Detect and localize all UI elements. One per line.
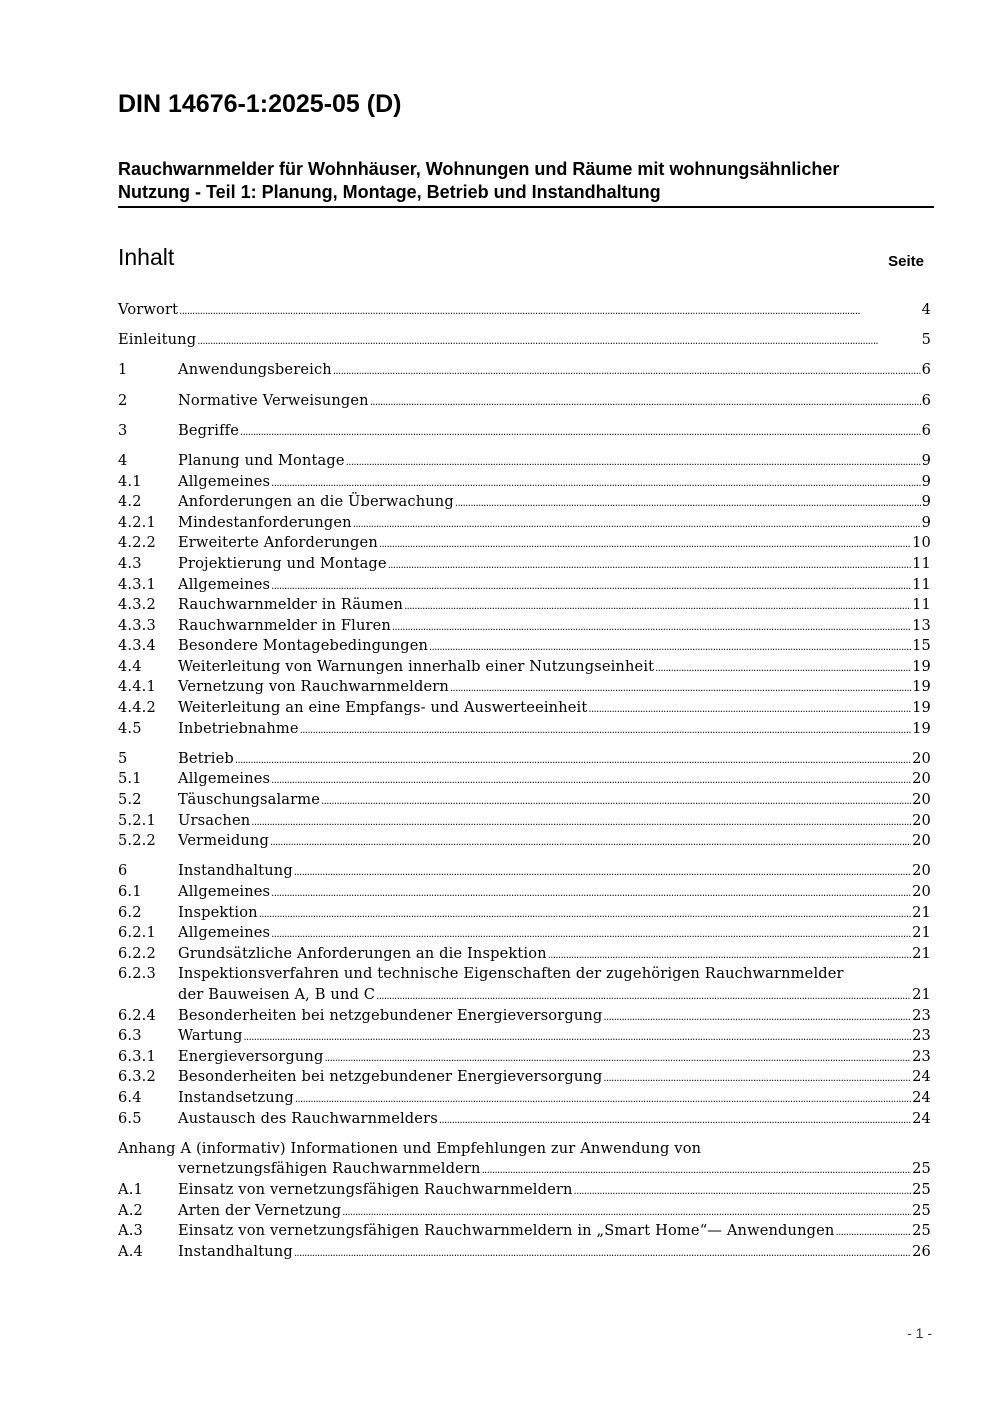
toc-entry-page: 19 bbox=[912, 657, 931, 675]
toc-entry-number: 6.4 bbox=[118, 1088, 142, 1106]
toc-entry-line bbox=[178, 790, 931, 811]
toc-leader-dots bbox=[392, 616, 911, 637]
toc-entry-line bbox=[178, 616, 931, 637]
toc-entry-line bbox=[178, 575, 931, 596]
toc-entry-line bbox=[178, 391, 931, 412]
toc-entry-title-continuation: vernetzungsfähigen Rauchwarnmeldern bbox=[178, 1160, 481, 1178]
toc-leader-dots bbox=[271, 882, 911, 903]
toc-entry-title: Allgemeines bbox=[178, 883, 271, 900]
toc-entry-page: 6 bbox=[921, 421, 931, 439]
toc-entry-title: Grundsätzliche Anforderungen an die Inspektion bbox=[178, 944, 547, 962]
toc-entry[interactable] bbox=[118, 472, 931, 493]
toc-entry[interactable] bbox=[118, 391, 931, 412]
toc-leader-dots bbox=[240, 421, 921, 442]
toc-entry[interactable] bbox=[118, 1221, 931, 1242]
toc-leader-dots bbox=[455, 492, 921, 513]
toc-entry-number: 6.2 bbox=[118, 903, 142, 921]
toc-entry-title: Anwendungsbereich bbox=[178, 361, 332, 379]
toc-entry-line bbox=[178, 451, 931, 472]
toc-entry-page: 25 bbox=[912, 1201, 931, 1219]
toc-entry-page: 23 bbox=[912, 1047, 931, 1065]
toc-entry-number: 5 bbox=[118, 749, 128, 767]
toc-entry-title: Energieversorgung bbox=[178, 1047, 324, 1065]
toc-entry-title: Einsatz von vernetzungsfähigen Rauchwarnmeldern in „Smart Home“— Anwendungen bbox=[178, 1222, 835, 1240]
table-of-contents bbox=[118, 300, 931, 1262]
toc-entry-title: Vermeidung bbox=[178, 832, 269, 850]
toc-entry-page: 26 bbox=[912, 1242, 931, 1260]
toc-entry[interactable] bbox=[118, 421, 931, 442]
toc-entry-page: 4 bbox=[921, 301, 931, 318]
toc-entry[interactable] bbox=[118, 1088, 931, 1109]
toc-leader-dots bbox=[353, 513, 921, 534]
toc-leader-dots bbox=[388, 554, 911, 575]
toc-entry-line bbox=[178, 698, 931, 719]
toc-entry-line bbox=[178, 677, 931, 698]
toc-entry[interactable] bbox=[118, 636, 931, 657]
toc-leader-dots bbox=[482, 1159, 912, 1180]
toc-entry[interactable] bbox=[118, 1242, 931, 1263]
toc-entry[interactable] bbox=[118, 513, 931, 534]
toc-entry-line bbox=[118, 300, 931, 321]
toc-entry[interactable] bbox=[118, 811, 931, 832]
toc-entry[interactable] bbox=[118, 861, 931, 882]
toc-entry-page: 24 bbox=[912, 1088, 931, 1106]
toc-leader-dots bbox=[271, 923, 911, 944]
toc-entry-line bbox=[178, 923, 931, 944]
toc-entry-line bbox=[178, 861, 931, 882]
toc-entry-number: 4.1 bbox=[118, 472, 142, 490]
toc-entry-page: 20 bbox=[912, 749, 931, 767]
toc-entry-title: Begriffe bbox=[178, 421, 239, 439]
toc-leader-dots bbox=[548, 944, 911, 965]
toc-entry-number: 4.4.1 bbox=[118, 678, 156, 696]
toc-entry-number: 6.3.1 bbox=[118, 1047, 156, 1065]
toc-entry-title: Einsatz von vernetzungsfähigen Rauchwarnmeldern bbox=[178, 1180, 573, 1198]
toc-leader-dots bbox=[270, 831, 911, 852]
toc-entry-line bbox=[178, 533, 931, 554]
toc-entry-line bbox=[178, 513, 931, 534]
toc-entry-title: Besonderheiten bei netzgebundener Energieversorgung bbox=[178, 1068, 603, 1086]
toc-entry-line bbox=[178, 1088, 931, 1109]
document-id: DIN 14676-1:2025-05 (D) bbox=[118, 90, 402, 118]
toc-entry-title: Rauchwarnmelder in Räumen bbox=[178, 596, 404, 614]
toc-entry-title: Instandhaltung bbox=[178, 862, 293, 880]
toc-entry-number: 5.1 bbox=[118, 770, 142, 788]
toc-leader-dots bbox=[295, 1088, 911, 1109]
toc-entry[interactable] bbox=[118, 616, 931, 637]
toc-entry-title: Normative Verweisungen bbox=[178, 391, 369, 409]
toc-leader-dots bbox=[404, 595, 911, 616]
toc-entry-title: Planung und Montage bbox=[178, 451, 345, 469]
toc-entry-number: 3 bbox=[118, 421, 128, 439]
toc-entry-title: Besonderheiten bei netzgebundener Energieversorgung bbox=[178, 1006, 603, 1024]
toc-entry-number: A.4 bbox=[118, 1242, 143, 1260]
document-title-line-2: Nutzung - Teil 1: Planung, Montage, Betrieb und Instandhaltung bbox=[118, 182, 661, 202]
toc-entry-page: 20 bbox=[912, 811, 931, 829]
toc-leader-dots bbox=[376, 985, 911, 1006]
toc-entry-page: 11 bbox=[912, 596, 931, 614]
toc-entry-page: 21 bbox=[912, 944, 931, 962]
toc-entry-line bbox=[178, 1221, 931, 1242]
toc-entry-number: 1 bbox=[118, 361, 128, 379]
toc-entry[interactable] bbox=[118, 533, 931, 554]
toc-leader-dots bbox=[603, 1067, 911, 1088]
toc-entry-line bbox=[178, 1026, 931, 1047]
toc-entry-page: 21 bbox=[912, 924, 931, 942]
toc-page-label: Seite bbox=[888, 253, 924, 270]
toc-leader-dots bbox=[324, 1047, 911, 1068]
toc-entry-page: 25 bbox=[912, 1180, 931, 1198]
toc-leader-dots bbox=[370, 391, 921, 412]
toc-entry-title: Vernetzung von Rauchwarnmeldern bbox=[178, 678, 449, 696]
toc-entry-line bbox=[178, 944, 931, 965]
toc-entry-page: 6 bbox=[921, 391, 931, 409]
toc-entry[interactable] bbox=[118, 554, 931, 575]
toc-entry-number: 5.2.1 bbox=[118, 811, 156, 829]
toc-entry[interactable] bbox=[118, 790, 931, 811]
toc-leader-dots bbox=[379, 533, 911, 554]
toc-entry-line bbox=[178, 903, 931, 924]
toc-entry[interactable] bbox=[118, 698, 931, 719]
toc-entry-title: Instandhaltung bbox=[178, 1242, 293, 1260]
toc-leader-dots bbox=[835, 1221, 911, 1242]
document-title-line-1: Rauchwarnmelder für Wohnhäuser, Wohnungen und Räume mit wohnungsähnlicher bbox=[118, 159, 840, 179]
toc-entry-page: 6 bbox=[921, 361, 931, 379]
toc-entry-page: 24 bbox=[912, 1109, 931, 1127]
page-number: - 1 - bbox=[907, 1325, 932, 1341]
toc-entry-line bbox=[178, 1006, 931, 1027]
toc-leader-dots bbox=[235, 749, 911, 770]
toc-leader-dots bbox=[271, 472, 920, 493]
toc-entry[interactable] bbox=[118, 923, 931, 944]
toc-entry[interactable] bbox=[118, 595, 931, 616]
toc-entry[interactable] bbox=[118, 1006, 931, 1027]
toc-entry-line bbox=[178, 1109, 931, 1130]
toc-entry-page: 9 bbox=[921, 472, 931, 490]
toc-entry-line bbox=[178, 1047, 931, 1068]
toc-entry-line bbox=[178, 1159, 931, 1180]
toc-entry-number: 4.4.2 bbox=[118, 699, 156, 717]
toc-entry-line bbox=[178, 882, 931, 903]
toc-entry-line bbox=[178, 421, 931, 442]
toc-entry-title: Vorwort bbox=[118, 301, 179, 318]
toc-entry[interactable] bbox=[118, 1201, 931, 1222]
toc-entry-page: 23 bbox=[912, 1027, 931, 1045]
toc-entry[interactable] bbox=[118, 360, 931, 381]
toc-entry-line bbox=[178, 636, 931, 657]
toc-entry-page: 15 bbox=[912, 637, 931, 655]
toc-leader-dots bbox=[300, 719, 911, 740]
toc-entry-title: Allgemeines bbox=[178, 924, 271, 942]
toc-entry-page: 20 bbox=[912, 791, 931, 809]
toc-entry-title: Projektierung und Montage bbox=[178, 554, 387, 572]
toc-entry-line bbox=[178, 360, 931, 381]
toc-leader-dots bbox=[333, 360, 921, 381]
toc-entry[interactable] bbox=[118, 330, 931, 351]
toc-entry-page: 24 bbox=[912, 1068, 931, 1086]
toc-entry-title: Allgemeines bbox=[178, 472, 271, 490]
toc-entry-number: 4.3.3 bbox=[118, 616, 156, 634]
toc-entry-number: 4.5 bbox=[118, 719, 142, 737]
toc-entry-number: 6 bbox=[118, 862, 128, 880]
toc-leader-dots bbox=[243, 1026, 911, 1047]
toc-leader-dots bbox=[197, 330, 920, 351]
toc-entry[interactable] bbox=[118, 1026, 931, 1047]
toc-entry-number: 4.3.4 bbox=[118, 637, 156, 655]
toc-entry-line bbox=[178, 811, 931, 832]
toc-entry-line bbox=[178, 595, 931, 616]
toc-leader-dots bbox=[588, 698, 911, 719]
toc-leader-dots bbox=[342, 1201, 911, 1222]
toc-heading: Inhalt bbox=[118, 244, 175, 270]
toc-leader-dots bbox=[271, 769, 911, 790]
toc-entry-title: Betrieb bbox=[178, 749, 234, 767]
toc-entry-number: 4.2.2 bbox=[118, 534, 156, 552]
toc-entry-title: Weiterleitung von Warnungen innerhalb einer Nutzungseinheit bbox=[178, 657, 655, 675]
toc-entry-page: 21 bbox=[912, 985, 931, 1003]
toc-entry-number: 4.2 bbox=[118, 493, 142, 511]
toc-leader-dots bbox=[271, 575, 911, 596]
toc-entry[interactable] bbox=[118, 575, 931, 596]
toc-entry[interactable] bbox=[118, 964, 931, 985]
toc-entry-title: Erweiterte Anforderungen bbox=[178, 534, 378, 552]
toc-entry-line bbox=[178, 985, 931, 1006]
toc-entry[interactable] bbox=[118, 1180, 931, 1201]
toc-entry-page: 5 bbox=[921, 331, 931, 349]
document-title bbox=[118, 158, 934, 208]
toc-entry-number: 4.3.2 bbox=[118, 596, 156, 614]
toc-entry[interactable] bbox=[118, 300, 931, 321]
toc-entry-title: Inbetriebnahme bbox=[178, 719, 299, 737]
toc-leader-dots bbox=[450, 677, 911, 698]
toc-entry-title: Anforderungen an die Überwachung bbox=[178, 493, 454, 511]
toc-entry-page: 25 bbox=[912, 1160, 931, 1178]
toc-entry-number: 4 bbox=[118, 451, 128, 469]
toc-entry-number: 4.4 bbox=[118, 657, 142, 675]
toc-entry-title: Wartung bbox=[178, 1027, 243, 1045]
toc-entry-title: Besondere Montagebedingungen bbox=[178, 637, 429, 655]
toc-entry-page: 20 bbox=[912, 770, 931, 788]
toc-entry-page: 20 bbox=[912, 832, 931, 850]
toc-entry-number: 6.2.2 bbox=[118, 944, 156, 962]
toc-entry[interactable] bbox=[118, 944, 931, 965]
toc-entry-page: 9 bbox=[921, 513, 931, 531]
toc-entry-number: 6.2.4 bbox=[118, 1006, 156, 1024]
toc-entry[interactable] bbox=[118, 831, 931, 852]
toc-entry-title: Anhang A (informativ) Informationen und Empfehlungen zur Anwendung von bbox=[118, 1139, 702, 1157]
toc-entry-title: Austausch des Rauchwarnmelders bbox=[178, 1109, 438, 1127]
toc-leader-dots bbox=[439, 1109, 911, 1130]
toc-entry-page: 19 bbox=[912, 699, 931, 717]
toc-leader-dots bbox=[321, 790, 911, 811]
toc-entry-page: 25 bbox=[912, 1222, 931, 1240]
toc-entry-number: 6.2.3 bbox=[118, 965, 156, 983]
toc-entry-title: Arten der Vernetzung bbox=[178, 1201, 342, 1219]
toc-entry-number: 6.3 bbox=[118, 1027, 142, 1045]
toc-entry[interactable] bbox=[118, 719, 931, 740]
toc-entry-title: Allgemeines bbox=[178, 575, 271, 593]
toc-entry-page: 19 bbox=[912, 678, 931, 696]
toc-entry-page: 9 bbox=[921, 451, 931, 469]
toc-entry-page: 19 bbox=[912, 719, 931, 737]
toc-entry[interactable] bbox=[118, 677, 931, 698]
toc-entry-line bbox=[178, 831, 931, 852]
toc-entry-line bbox=[178, 1201, 931, 1222]
toc-leader-dots bbox=[294, 1242, 911, 1263]
toc-entry-page: 23 bbox=[912, 1006, 931, 1024]
toc-entry-line bbox=[178, 749, 931, 770]
toc-entry[interactable] bbox=[118, 769, 931, 790]
toc-entry-line bbox=[178, 472, 931, 493]
toc-leader-dots bbox=[429, 636, 911, 657]
toc-entry-line bbox=[178, 1242, 931, 1263]
toc-entry-number: 5.2.2 bbox=[118, 832, 156, 850]
toc-entry-line bbox=[118, 330, 931, 351]
toc-entry[interactable] bbox=[118, 903, 931, 924]
toc-leader-dots bbox=[574, 1180, 912, 1201]
toc-entry-line bbox=[178, 657, 931, 678]
toc-entry-number: 6.2.1 bbox=[118, 924, 156, 942]
toc-entry-number: 4.3 bbox=[118, 554, 142, 572]
toc-entry[interactable] bbox=[118, 749, 931, 770]
toc-entry-number: 4.3.1 bbox=[118, 575, 156, 593]
toc-leader-dots bbox=[179, 300, 920, 321]
toc-entry-title: Rauchwarnmelder in Fluren bbox=[178, 616, 391, 634]
toc-entry[interactable] bbox=[118, 1067, 931, 1088]
toc-entry[interactable] bbox=[118, 451, 931, 472]
toc-entry-number: A.3 bbox=[118, 1222, 143, 1240]
toc-leader-dots bbox=[603, 1006, 911, 1027]
toc-leader-dots bbox=[655, 657, 911, 678]
toc-entry-number: 5.2 bbox=[118, 791, 142, 809]
toc-entry-title: Täuschungsalarme bbox=[178, 791, 321, 809]
toc-entry-number: A.1 bbox=[118, 1180, 143, 1198]
toc-entry-title: Ursachen bbox=[178, 811, 251, 829]
toc-entry-title: Mindestanforderungen bbox=[178, 513, 352, 531]
toc-entry-page: 9 bbox=[921, 493, 931, 511]
toc-entry-number: 2 bbox=[118, 391, 128, 409]
toc-entry-line bbox=[118, 1139, 931, 1160]
toc-entry-number: 6.1 bbox=[118, 883, 142, 900]
toc-entry-page: 10 bbox=[912, 534, 931, 552]
toc-entry-title: Inspektion bbox=[178, 903, 258, 921]
toc-entry-page: 11 bbox=[912, 575, 931, 593]
toc-entry[interactable] bbox=[118, 492, 931, 513]
toc-entry[interactable] bbox=[118, 657, 931, 678]
toc-entry-page: 13 bbox=[912, 616, 931, 634]
toc-entry-page: 11 bbox=[912, 554, 931, 572]
toc-entry-line bbox=[178, 964, 931, 985]
toc-entry-title-continuation: der Bauweisen A, B und C bbox=[178, 985, 376, 1003]
toc-entry-title: Weiterleitung an eine Empfangs- und Auswerteeinheit bbox=[178, 699, 588, 717]
toc-entry-line bbox=[178, 769, 931, 790]
toc-entry-number: 4.2.1 bbox=[118, 513, 156, 531]
toc-entry-number: A.2 bbox=[118, 1201, 143, 1219]
toc-entry[interactable] bbox=[118, 1139, 931, 1160]
toc-entry-page: 20 bbox=[912, 862, 931, 880]
toc-leader-dots bbox=[294, 861, 911, 882]
toc-entry-number: 6.5 bbox=[118, 1109, 142, 1127]
toc-entry-page: 20 bbox=[912, 883, 931, 900]
toc-entry[interactable] bbox=[118, 882, 931, 903]
toc-entry[interactable] bbox=[118, 1109, 931, 1130]
toc-entry-line bbox=[178, 492, 931, 513]
toc-entry-line bbox=[178, 719, 931, 740]
toc-entry[interactable] bbox=[118, 1047, 931, 1068]
toc-entry-line bbox=[178, 1067, 931, 1088]
toc-entry-title: Inspektionsverfahren und technische Eigenschaften der zugehörigen Rauchwarnmelder bbox=[178, 965, 844, 983]
toc-entry-page: 21 bbox=[912, 903, 931, 921]
toc-entry-number: 6.3.2 bbox=[118, 1068, 156, 1086]
toc-entry[interactable] bbox=[118, 985, 931, 1006]
toc-entry-title: Instandsetzung bbox=[178, 1088, 294, 1106]
toc-entry-line bbox=[178, 554, 931, 575]
toc-leader-dots bbox=[346, 451, 921, 472]
toc-entry[interactable] bbox=[118, 1159, 931, 1180]
toc-leader-dots bbox=[251, 811, 911, 832]
toc-entry-title: Allgemeines bbox=[178, 770, 271, 788]
toc-entry-line bbox=[178, 1180, 931, 1201]
toc-entry-title: Einleitung bbox=[118, 331, 197, 349]
toc-leader-dots bbox=[259, 903, 911, 924]
